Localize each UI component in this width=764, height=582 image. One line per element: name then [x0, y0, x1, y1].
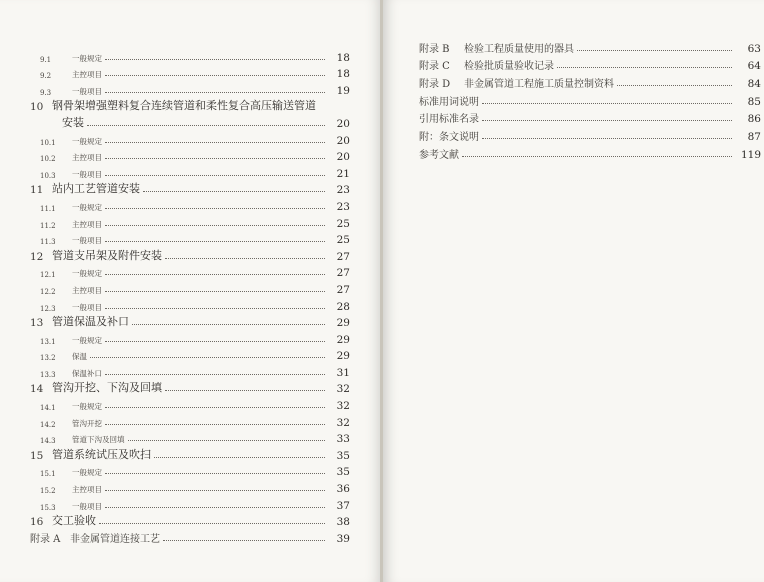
dot-leader: [143, 190, 325, 192]
toc-entry-number: 9.3: [40, 88, 52, 97]
toc-entry-number: 12: [30, 250, 44, 263]
toc-entry-title: 一般项目: [72, 236, 102, 246]
toc-entry-page-number: 27: [336, 267, 350, 280]
toc-entry: [419, 72, 761, 90]
toc-entry-page-number: 20: [336, 134, 350, 147]
toc-entry-page-number: 35: [336, 449, 350, 462]
toc-entry-number: 9.2: [40, 72, 52, 81]
toc-entry-title: 一般规定: [72, 202, 102, 212]
toc-entry-page-number: 39: [336, 532, 350, 545]
toc-entry-title: 交工验收: [52, 514, 96, 528]
dot-leader: [557, 66, 732, 68]
dot-leader: [617, 84, 732, 86]
toc-entry-title: 附：条文说明: [419, 132, 479, 144]
left-page: [0, 0, 381, 582]
toc-entry-number: 14.3: [40, 437, 56, 446]
toc-entry-number: 14.1: [40, 404, 56, 413]
dot-leader: [105, 141, 325, 143]
toc-entry-title: 管道系统试压及吹扫: [52, 447, 151, 461]
toc-entry: [30, 395, 350, 412]
toc-entry-number: 10.1: [40, 138, 56, 147]
toc-entry: [30, 196, 350, 213]
dot-leader: [105, 472, 325, 474]
toc-entry: [419, 90, 761, 108]
dot-leader: [105, 373, 325, 375]
toc-entry-number: 14.2: [40, 420, 56, 429]
toc-entry-title: 一般规定: [72, 468, 102, 478]
toc-entry-number: 14: [30, 383, 44, 396]
dot-leader: [577, 49, 732, 51]
toc-entry-number: 15.3: [40, 503, 56, 512]
toc-entry-page-number: 27: [336, 283, 350, 296]
toc-entry-page-number: 28: [336, 300, 350, 313]
toc-entry-number: 15: [30, 449, 44, 462]
toc-entry-number: 15.2: [40, 487, 56, 496]
dot-leader: [105, 174, 325, 176]
toc-entry-page-number: 119: [740, 148, 761, 161]
toc-entry-number: 13.1: [40, 337, 56, 346]
toc-entry-title: 一般项目: [72, 302, 102, 312]
toc-entry-title: 管沟开挖、下沟及回填: [52, 381, 162, 395]
dot-leader: [105, 74, 325, 76]
toc-entry-page-number: 63: [747, 42, 761, 55]
toc-entry-page-number: 29: [336, 333, 350, 346]
dot-leader: [105, 157, 325, 159]
dot-leader: [105, 423, 325, 425]
toc-entry: [30, 512, 350, 529]
toc-entry: [30, 246, 350, 263]
toc-entry: [30, 429, 350, 446]
toc-entry-title: 主控项目: [72, 285, 102, 295]
toc-entry-title: 站内工艺管道安装: [52, 182, 140, 196]
toc-entry-title: 主控项目: [72, 219, 102, 229]
toc-entry-page-number: 32: [336, 416, 350, 429]
toc-entry-page-number: 23: [336, 184, 350, 197]
toc-entry-page-number: 18: [336, 51, 350, 64]
toc-entry-title: 一般项目: [72, 501, 102, 511]
dot-leader: [105, 489, 325, 491]
toc-entry-number: 附录 D: [419, 79, 451, 91]
toc-entry-title: 管道支吊架及附件安装: [52, 248, 162, 262]
toc-entry-page-number: 85: [747, 95, 761, 108]
toc-entry-title: 检验批质量验收记录: [464, 61, 554, 73]
toc-entry-number: 13.2: [40, 354, 56, 363]
toc-entry-number: 附录 C: [419, 61, 450, 73]
toc-entry-title: 非金属管道工程施工质量控制资料: [464, 79, 614, 91]
toc-entry-title: 保温补口: [72, 368, 102, 378]
toc-entry: [30, 445, 350, 462]
toc-entry-title: 主控项目: [72, 153, 102, 163]
dot-leader: [105, 91, 325, 93]
toc-entry: [30, 163, 350, 180]
toc-entry-page-number: 18: [336, 68, 350, 81]
dot-leader: [163, 539, 325, 541]
dot-leader: [482, 102, 732, 104]
toc-entry-title: 主控项目: [72, 485, 102, 495]
dot-leader: [154, 456, 325, 458]
toc-entry: [30, 495, 350, 512]
dot-leader: [165, 257, 325, 259]
toc-entry-page-number: 29: [336, 350, 350, 363]
toc-entry-number: 11.3: [40, 238, 56, 247]
toc-entry-number: 10.2: [40, 155, 56, 164]
toc-entry-page-number: 25: [336, 217, 350, 230]
toc-entry-page-number: 25: [336, 234, 350, 247]
right-page: [383, 0, 764, 582]
toc-entry-number: 15.1: [40, 470, 56, 479]
toc-entry-title: 非金属管道连接工艺: [70, 533, 160, 545]
toc-entry-title: 一般项目: [72, 169, 102, 179]
toc-entry: [30, 263, 350, 280]
toc-entry-title: 安装: [62, 115, 84, 129]
toc-entry-page-number: 20: [336, 117, 350, 130]
toc-entry-title: 管道保温及补口: [52, 315, 129, 329]
toc-entry-page-number: 31: [336, 366, 350, 379]
toc-entry: [30, 180, 350, 197]
dot-leader: [105, 207, 325, 209]
toc-entry: [30, 462, 350, 479]
toc-entry: [30, 412, 350, 429]
dot-leader: [482, 119, 732, 121]
toc-entry-number: 13: [30, 317, 44, 330]
toc-entry-page-number: 21: [336, 167, 350, 180]
toc-entry-title: 一般项目: [72, 86, 102, 96]
toc-entry-title: 引用标准名录: [419, 114, 479, 126]
toc-entry: [419, 55, 761, 73]
toc-entry: [30, 130, 350, 147]
toc-entry-title: 主控项目: [72, 70, 102, 80]
toc-entry-page-number: 23: [336, 200, 350, 213]
toc-entry: [30, 97, 350, 114]
dot-leader: [105, 290, 325, 292]
toc-entry: [419, 37, 761, 55]
toc-entry: [30, 478, 350, 495]
dot-leader: [105, 273, 325, 275]
toc-entry-title: 管沟开挖: [72, 418, 102, 428]
toc-entry: [30, 47, 350, 64]
dot-leader: [105, 58, 325, 60]
toc-entry-page-number: 32: [336, 400, 350, 413]
dot-leader: [462, 155, 732, 157]
dot-leader: [105, 240, 325, 242]
toc-entry: [30, 329, 350, 346]
dot-leader: [105, 307, 325, 309]
toc-entry-number: 附录 A: [30, 533, 61, 545]
toc-entry: [30, 362, 350, 379]
toc-entry-number: 13.3: [40, 370, 56, 379]
toc-entry-page-number: 38: [336, 516, 350, 529]
toc-entry-page-number: 86: [747, 113, 761, 126]
toc-entry-number: 11.2: [40, 221, 56, 230]
toc-entry-number: 11: [30, 184, 44, 197]
dot-leader: [482, 137, 732, 139]
toc-entry-page-number: 32: [336, 383, 350, 396]
toc-entry-title: 一般规定: [72, 402, 102, 412]
toc-entry-number: 12.1: [40, 271, 56, 280]
toc-entry-number: 11.1: [40, 204, 56, 213]
toc-entry: [419, 143, 761, 161]
toc-entry-title: 一般规定: [72, 269, 102, 279]
toc-entry-page-number: 27: [336, 250, 350, 263]
toc-entry-page-number: 35: [336, 466, 350, 479]
toc-entry-title: 标准用词说明: [419, 96, 479, 108]
toc-list-right: [419, 37, 761, 161]
toc-entry: [30, 279, 350, 296]
toc-entry: [30, 147, 350, 164]
toc-entry-number: 12.3: [40, 304, 56, 313]
toc-entry-title: 参考文献: [419, 149, 459, 161]
toc-entry: [30, 213, 350, 230]
toc-entry-number: 10: [30, 101, 44, 114]
toc-entry-title: 一般规定: [72, 136, 102, 146]
toc-entry-page-number: 20: [336, 151, 350, 164]
dot-leader: [99, 522, 325, 524]
toc-entry-page-number: 37: [336, 499, 350, 512]
dot-leader: [132, 323, 325, 325]
dot-leader: [105, 224, 325, 226]
toc-entry-page-number: 36: [336, 483, 350, 496]
toc-list-left: [30, 47, 350, 545]
toc-entry: [30, 346, 350, 363]
toc-entry: [30, 230, 350, 247]
toc-entry-number: 10.3: [40, 171, 56, 180]
toc-entry-number: 16: [30, 516, 44, 529]
toc-entry: [419, 125, 761, 143]
toc-entry-page-number: 64: [747, 60, 761, 73]
toc-entry-page-number: 87: [747, 131, 761, 144]
toc-entry-number: 9.1: [40, 55, 52, 64]
dot-leader: [90, 356, 325, 358]
toc-entry-page-number: 33: [336, 433, 350, 446]
toc-entry-number: 附录 B: [419, 43, 450, 55]
toc-entry-page-number: 19: [336, 84, 350, 97]
dot-leader: [87, 124, 325, 126]
toc-entry-title: 一般规定: [72, 53, 102, 63]
toc-entry: [30, 528, 350, 545]
dot-leader: [105, 340, 325, 342]
dot-leader: [105, 506, 325, 508]
toc-entry-title: 一般规定: [72, 335, 102, 345]
toc-entry: [419, 108, 761, 126]
toc-entry-page-number: 84: [747, 78, 761, 91]
toc-entry-page-number: 29: [336, 317, 350, 330]
dot-leader: [165, 389, 325, 391]
toc-entry: [30, 80, 350, 97]
toc-entry-title: 钢骨架增强塑料复合连续管道和柔性复合高压输送管道: [52, 99, 316, 113]
toc-entry-title: 检验工程质量使用的器具: [464, 43, 574, 55]
toc-entry: [30, 313, 350, 330]
dot-leader: [128, 439, 326, 441]
dot-leader: [105, 406, 325, 408]
toc-entry-number: 12.2: [40, 287, 56, 296]
toc-entry-title: 管道下沟及回填: [72, 435, 125, 445]
toc-entry: [30, 296, 350, 313]
toc-entry: [30, 64, 350, 81]
toc-entry: [30, 113, 350, 130]
toc-entry-title: 保温: [72, 352, 87, 362]
toc-entry: [30, 379, 350, 396]
